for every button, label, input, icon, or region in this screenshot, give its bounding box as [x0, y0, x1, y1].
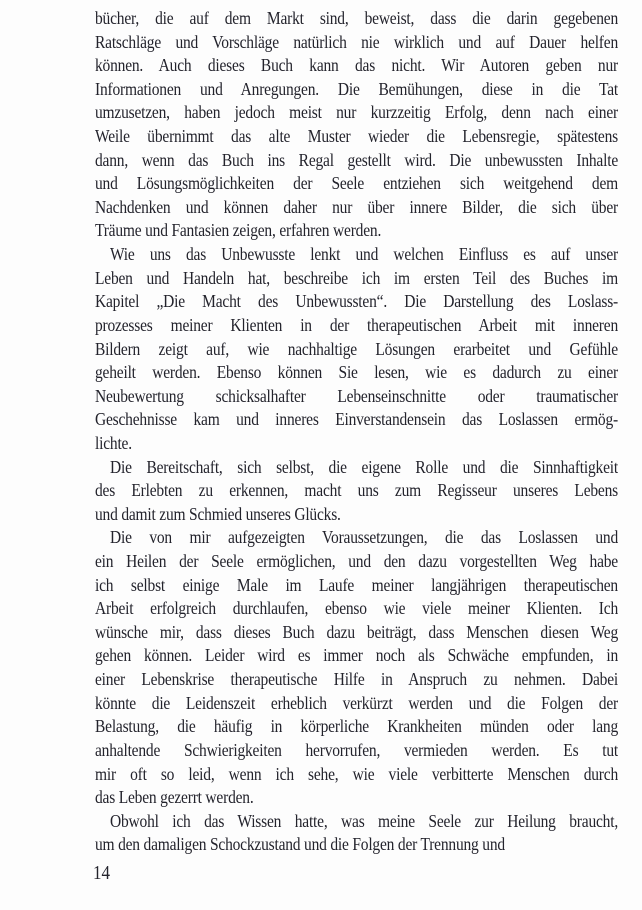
paragraph — [95, 456, 618, 527]
text-line: ein Heilen der Seele ermöglichen, und den dazu vorgestellten Weg habe — [95, 551, 618, 572]
text-line: Nachdenken und können daher nur über innere Bilder, die sich über — [95, 197, 618, 218]
text-line: das Leben gezerrt werden. — [95, 787, 254, 808]
text-line: einer Lebenskrise therapeutische Hilfe in Anspruch zu nehmen. Dabei — [95, 669, 618, 690]
text-line: mir oft so leid, wenn ich sehe, wie viele verbitterte Menschen durch — [95, 763, 618, 784]
text-line: Arbeit erfolgreich durchlaufen, ebenso wie viele meiner Klienten. Ich — [95, 598, 618, 619]
text-line: Die von mir aufgezeigten Voraussetzungen, die das Loslassen und — [110, 527, 618, 548]
text-line: Leben und Handeln hat, beschreibe ich im ersten Teil des Buches im — [95, 268, 618, 289]
text-line: Neubewertung schicksalhafter Lebenseinschnitte oder traumatischer — [95, 386, 618, 407]
text-line: ich selbst einige Male im Laufe meiner langjährigen therapeutischen — [95, 575, 618, 596]
text-line: geheilt werden. Ebenso können Sie lesen, wie es dadurch zu einer — [95, 362, 618, 383]
text-line: gehen können. Leider wird es immer noch als Schwäche empfunden, in — [95, 645, 618, 666]
text-line: umzusetzen, haben jedoch meist nur kurzzeitig Erfolg, denn nach einer — [95, 102, 618, 123]
paragraph — [95, 526, 618, 809]
text-line: Belastung, die häufig in körperliche Krankheiten münden oder lang — [95, 716, 618, 737]
text-line: Weile übernimmt das alte Muster wieder die Lebensregie, spätestens — [95, 126, 618, 147]
text-line: Träume und Fantasien zeigen, erfahren werden. — [95, 220, 382, 241]
text-line: Informationen und Anregungen. Die Bemühungen, diese in die Tat — [95, 79, 618, 100]
text-line: Wie uns das Unbewusste lenkt und welchen Einfluss es auf unser — [110, 244, 618, 265]
text-line: anhaltende Schwierigkeiten hervorrufen, vermieden werden. Es tut — [95, 740, 618, 761]
paragraph — [95, 7, 618, 243]
text-line: könnte die Leidenszeit erheblich verkürzt werden und die Folgen der — [95, 693, 618, 714]
text-line: Die Bereitschaft, sich selbst, die eigene Rolle und die Sinnhaftigkeit — [110, 456, 618, 478]
text-block — [95, 7, 618, 857]
text-line: wünsche mir, dass dieses Buch dazu beiträgt, dass Menschen diesen Weg — [95, 622, 618, 643]
text-line: und Lösungsmöglichkeiten der Seele entziehen sich weitgehend dem — [95, 173, 618, 194]
text-line: prozesses meiner Klienten in der therapeutischen Arbeit mit inneren — [95, 315, 618, 336]
text-line: lichte. — [95, 433, 132, 454]
text-line: können. Auch dieses Buch kann das nicht. Wir Autoren geben nur — [95, 55, 618, 76]
text-line: Ratschläge und Vorschläge natürlich nie wirklich und auf Dauer helfen — [95, 32, 618, 53]
paragraph — [95, 810, 618, 857]
text-line: Bildern zeigt auf, wie nachhaltige Lösungen erarbeitet und Gefühle — [95, 338, 618, 360]
text-line: um den damaligen Schockzustand und die Folgen der Trennung und — [95, 834, 505, 855]
text-line: und damit zum Schmied unseres Glücks. — [95, 504, 341, 525]
text-line: Kapitel „Die Macht des Unbewussten“. Die Darstellung des Loslass- — [95, 291, 618, 312]
text-line: Obwohl ich das Wissen hatte, was meine Seele zur Heilung braucht, — [110, 811, 618, 832]
text-line: dann, wenn das Buch ins Regal gestellt wird. Die unbewussten Inhalte — [95, 150, 618, 171]
paragraph — [95, 243, 618, 455]
text-line: Geschehnisse kam und inneres Einverstandensein das Loslassen ermög- — [95, 409, 618, 430]
text-line: bücher, die auf dem Markt sind, beweist, dass die darin gegebenen — [95, 8, 618, 29]
page-number: 14 — [93, 861, 110, 884]
text-line: des Erlebten zu erkennen, macht uns zum Regisseur unseres Lebens — [95, 480, 618, 501]
